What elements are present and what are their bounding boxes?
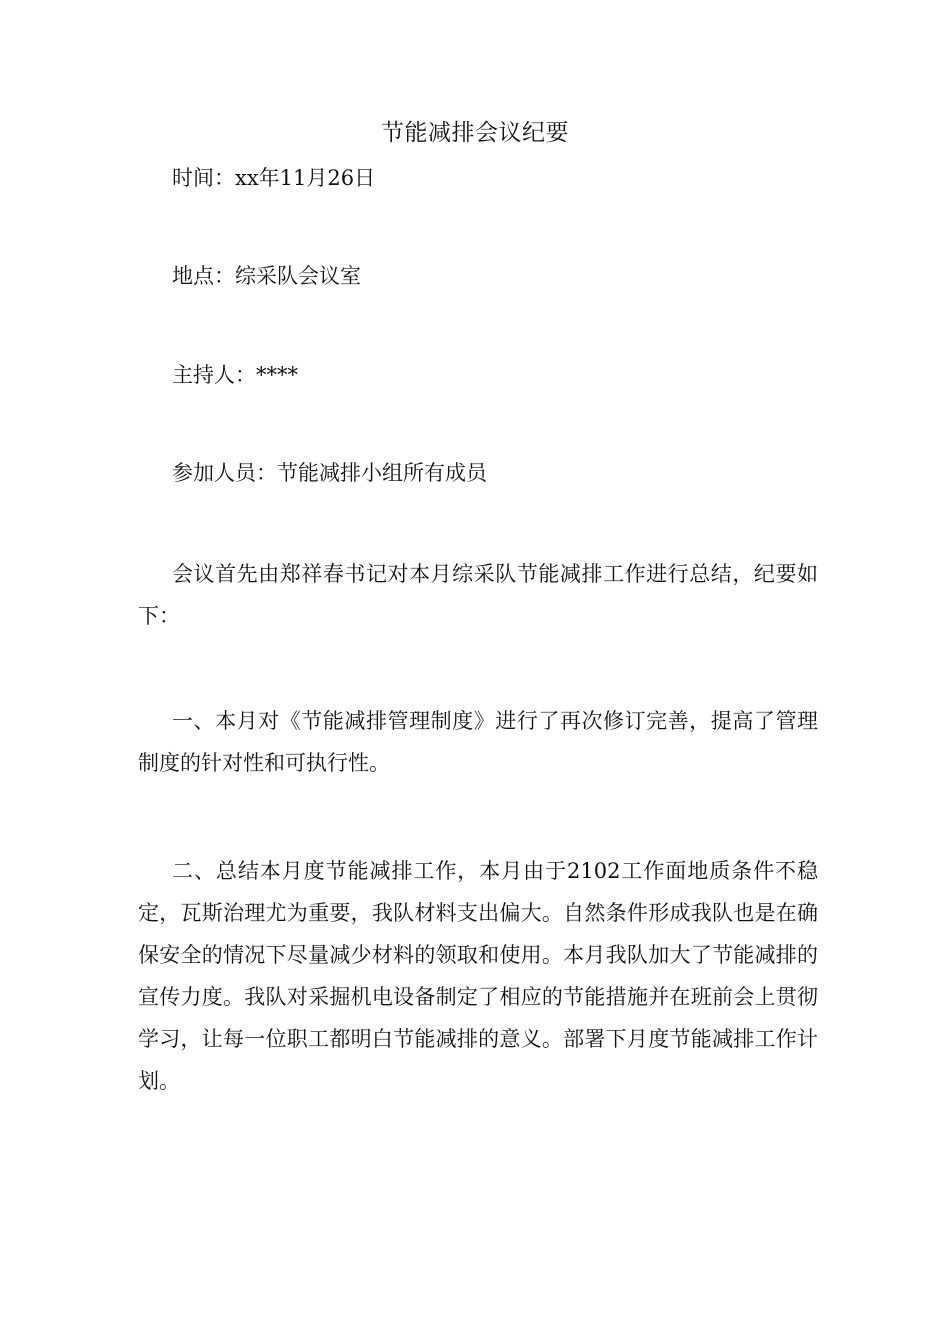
document-title: 节能减排会议纪要 [381,120,569,146]
meeting-location: 地点：综采队会议室 [172,264,361,288]
meeting-attendees: 参加人员：节能减排小组所有成员 [172,461,487,485]
item-one-paragraph: 一、本月对《节能减排管理制度》进行了再次修订完善，提高了管理制度的针对性和可执行性。 [138,709,818,775]
intro-paragraph: 会议首先由郑祥春书记对本月综采队节能减排工作进行总结，纪要如下： [138,562,818,628]
item-two-paragraph: 二、总结本月度节能减排工作，本月由于2102工作面地质条件不稳定，瓦斯治理尤为重要，我队材料支出偏大。自然条件形成我队也是在确保安全的情况下尽量减少材料的领取和使用。本月我队加大了节能减排的宣传力度。我队对采掘机电设备制定了相应的节能措施并在班前会上贯彻学习，让每一位职工都明白节能减排的意义。部署下月度节能减排工作计划。 [138,859,818,1093]
meeting-time: 时间：xx年11月26日 [172,166,376,190]
meeting-host: 主持人：**** [172,363,298,387]
